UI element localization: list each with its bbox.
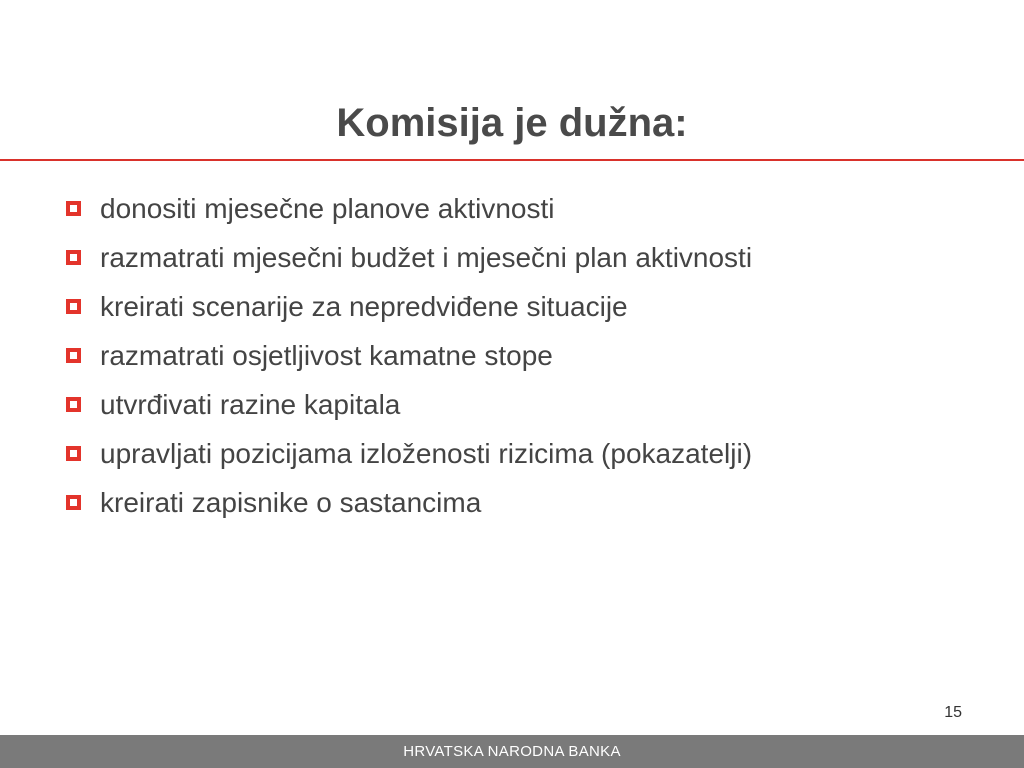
bullet-item (66, 429, 986, 478)
square-bullet-icon (66, 250, 81, 265)
bullet-text: razmatrati mjesečni budžet i mjesečni plan aktivnosti (100, 241, 753, 273)
bullet-text: razmatrati osjetljivost kamatne stope (100, 339, 553, 371)
square-bullet-icon (66, 495, 81, 510)
square-bullet-icon (66, 446, 81, 461)
square-bullet-icon (66, 348, 81, 363)
bullet-text: utvrđivati razine kapitala (100, 388, 401, 420)
bullet-text: upravljati pozicijama izloženosti rizicima (pokazatelji) (100, 437, 753, 469)
bullet-text: kreirati zapisnike o sastancima (100, 486, 482, 518)
bullet-item (66, 331, 986, 380)
bullet-list (66, 184, 986, 527)
title-divider (0, 159, 1024, 161)
bullet-text: donositi mjesečne planove aktivnosti (100, 192, 555, 224)
slide-title: Komisija je dužna: (336, 101, 688, 145)
footer-text: HRVATSKA NARODNA BANKA (403, 743, 621, 760)
square-bullet-icon (66, 397, 81, 412)
square-bullet-icon (66, 299, 81, 314)
bullet-text: kreirati scenarije za nepredviđene situacije (100, 290, 628, 322)
bullet-item (66, 380, 986, 429)
square-bullet-icon (66, 201, 81, 216)
page-number: 15 (944, 704, 962, 721)
footer-bar (0, 735, 1024, 768)
bullet-item (66, 184, 986, 233)
bullet-item (66, 233, 986, 282)
bullet-item (66, 478, 986, 527)
bullet-item (66, 282, 986, 331)
